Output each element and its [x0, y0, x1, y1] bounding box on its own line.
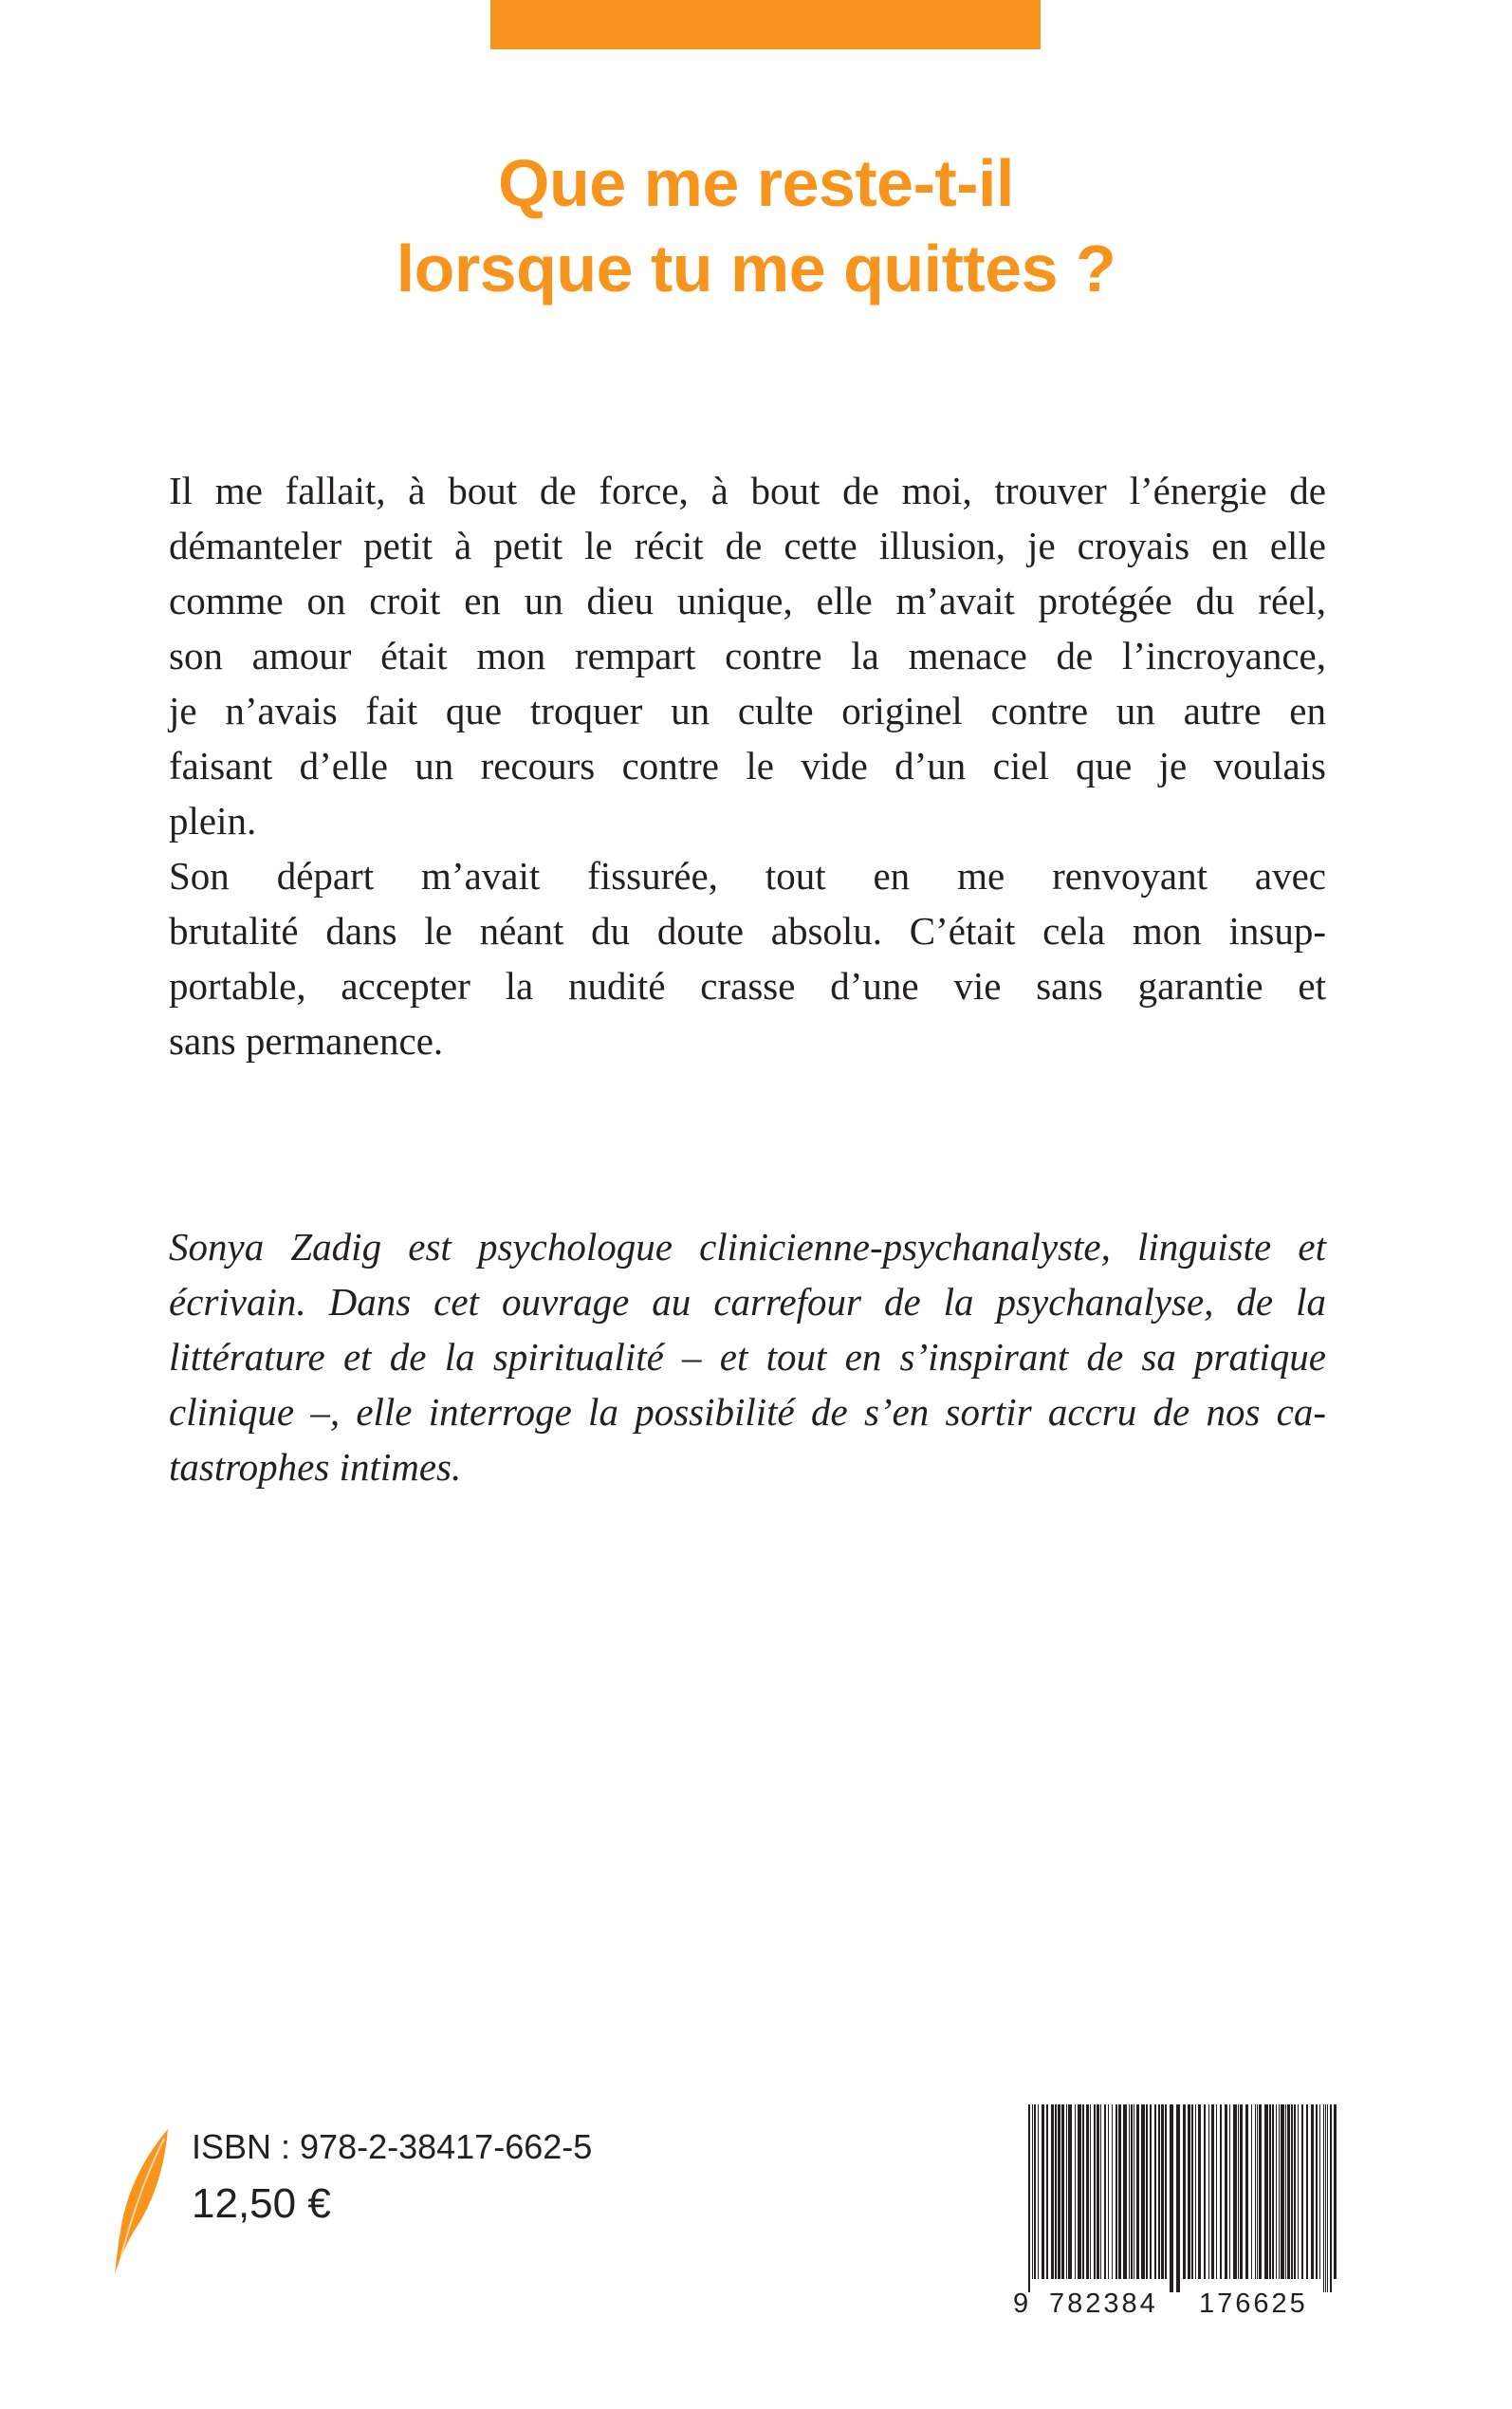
book-title	[0, 140, 1512, 311]
excerpt-line: faisant d’elle un recours contre le vide d’un ciel que je voulais	[169, 744, 1326, 788]
barcode-bar	[1198, 2104, 1201, 2279]
barcode-bar	[1269, 2104, 1271, 2279]
barcode-bar	[1129, 2104, 1130, 2279]
isbn-text: ISBN : 978-2-38417-662-5	[192, 2127, 593, 2166]
barcode-bar	[1170, 2104, 1173, 2292]
barcode-bar	[1066, 2104, 1067, 2279]
barcode-bar	[1195, 2104, 1196, 2279]
barcode-bar	[1131, 2104, 1133, 2279]
barcode-bar	[1225, 2104, 1227, 2279]
excerpt-line: plein.	[169, 799, 257, 843]
barcode-bar	[1086, 2104, 1089, 2279]
barcode-bar	[1028, 2104, 1030, 2292]
barcode-bar	[1075, 2104, 1076, 2279]
barcode-bar	[1141, 2104, 1145, 2279]
barcode-bar	[1104, 2104, 1106, 2279]
title-line-1: Que me reste-t-il	[498, 146, 1014, 220]
barcode-bar	[1118, 2104, 1121, 2279]
barcode-bar	[1233, 2104, 1237, 2279]
barcode-bar	[1032, 2104, 1033, 2279]
barcode-bar	[1136, 2104, 1139, 2279]
barcode-bar	[1319, 2104, 1320, 2279]
barcode-bar	[1176, 2104, 1180, 2292]
barcode-bar	[1183, 2104, 1186, 2279]
bio-line: clinique –, elle interroge la possibilité de s’en sortir accru de nos ca-	[169, 1390, 1326, 1434]
feather-icon	[109, 2125, 175, 2277]
excerpt-line: Il me fallait, à bout de force, à bout de moi, trouver l’énergie de	[169, 469, 1326, 512]
author-bio	[169, 1219, 1326, 1494]
barcode-bar	[1294, 2104, 1296, 2279]
barcode-bar	[1082, 2104, 1084, 2279]
excerpt-line: sans permanence.	[169, 1019, 444, 1063]
barcode-bar	[1291, 2104, 1293, 2279]
excerpt-line: Son départ m’avait fissurée, tout en me renvoyant avec	[169, 854, 1326, 898]
barcode-bar	[1208, 2104, 1209, 2279]
bio-line: écrivain. Dans cet ouvrage au carrefour de la psychanalyse, de la	[169, 1280, 1326, 1324]
barcode-bar	[1165, 2104, 1167, 2279]
barcode-bar	[1334, 2104, 1337, 2279]
barcode-bar	[1211, 2104, 1214, 2279]
barcode-bar	[1259, 2104, 1262, 2279]
barcode-bar	[1281, 2104, 1284, 2279]
barcode-bar	[1251, 2104, 1252, 2279]
excerpt-line: comme on croit en un dieu unique, elle m’avait protégée du réel,	[169, 579, 1326, 622]
barcode-bar	[1325, 2104, 1326, 2292]
barcode-bar	[1158, 2104, 1160, 2279]
title-line-2: lorsque tu me quittes ?	[396, 232, 1116, 306]
excerpt-line: je n’avais fait que troquer un culte originel contre un autre en	[169, 689, 1326, 732]
barcode-bar	[1055, 2104, 1057, 2279]
bio-line: Sonya Zadig est psychologue clinicienne-psychanalyste, linguiste et	[169, 1225, 1326, 1269]
barcode-bar	[1100, 2104, 1101, 2279]
price-text: 12,50 €	[192, 2180, 331, 2227]
barcode-bar	[1046, 2104, 1048, 2279]
barcode-bar	[1191, 2104, 1193, 2279]
bio-line: tastrophes intimes.	[169, 1445, 462, 1489]
barcode-bar	[1150, 2104, 1152, 2279]
barcode-bar	[1238, 2104, 1239, 2279]
top-accent-bar	[490, 0, 1041, 49]
barcode-bar	[1240, 2104, 1243, 2279]
barcode-bar	[1327, 2104, 1328, 2292]
barcode-bar	[1323, 2104, 1324, 2292]
barcode-bar	[1255, 2104, 1256, 2279]
barcode-bar	[1316, 2104, 1318, 2279]
barcode-bar	[1108, 2104, 1109, 2279]
excerpt-text	[169, 463, 1326, 1068]
barcode-bar	[1188, 2104, 1190, 2279]
barcode-bar	[1220, 2104, 1222, 2279]
barcode-bar	[1038, 2104, 1039, 2279]
barcode-bar	[1245, 2104, 1248, 2279]
barcode-bar	[1330, 2104, 1332, 2292]
barcode-bar	[1229, 2104, 1230, 2279]
barcode-first-digit: 9	[1013, 2289, 1029, 2319]
excerpt-line: brutalité dans le néant du doute absolu. C’était cela mon insup-	[169, 909, 1326, 953]
barcode-bar	[1078, 2104, 1081, 2279]
barcode-left-digits: 782384	[1049, 2289, 1158, 2319]
excerpt-line: démanteler petit à petit le récit de cette illusion, je croyais en elle	[169, 524, 1326, 567]
bio-line: littérature et de la spiritualité – et tout en s’inspirant de sa pratique	[169, 1335, 1326, 1379]
barcode-bar	[1204, 2104, 1206, 2279]
barcode-bar	[1051, 2104, 1054, 2279]
barcode-bar	[1272, 2104, 1274, 2279]
barcode-bar	[1068, 2104, 1072, 2279]
excerpt-line: portable, accepter la nudité crasse d’une vie sans garantie et	[169, 964, 1326, 1008]
barcode-bar	[1285, 2104, 1286, 2279]
barcode-bar	[1058, 2104, 1060, 2279]
barcode-bar	[1146, 2104, 1148, 2279]
barcode-bar	[1042, 2104, 1044, 2279]
barcode-bar	[1279, 2104, 1280, 2279]
barcode-bar	[1123, 2104, 1127, 2279]
excerpt-line: son amour était mon rempart contre la menace de l’incroyance,	[169, 634, 1326, 677]
barcode-bar	[1097, 2104, 1099, 2279]
barcode-bar	[1094, 2104, 1096, 2279]
barcode-bar	[1061, 2104, 1064, 2279]
barcode	[1026, 2104, 1339, 2292]
barcode-bar	[1216, 2104, 1217, 2279]
barcode-bar	[1161, 2104, 1164, 2279]
barcode-bar	[1116, 2104, 1117, 2279]
barcode-bar	[1154, 2104, 1156, 2279]
barcode-bar	[1298, 2104, 1299, 2279]
barcode-bar	[1090, 2104, 1091, 2279]
barcode-bar	[1276, 2104, 1277, 2279]
barcode-bar	[1301, 2104, 1303, 2279]
barcode-bar	[1112, 2104, 1113, 2279]
barcode-bar	[1287, 2104, 1290, 2279]
barcode-bar	[1264, 2104, 1268, 2279]
barcode-bar	[1034, 2104, 1036, 2279]
barcode-right-digits: 176625	[1199, 2289, 1308, 2319]
barcode-bar	[1306, 2104, 1308, 2279]
barcode-bar	[1311, 2104, 1314, 2279]
barcode-bar	[1257, 2104, 1258, 2279]
